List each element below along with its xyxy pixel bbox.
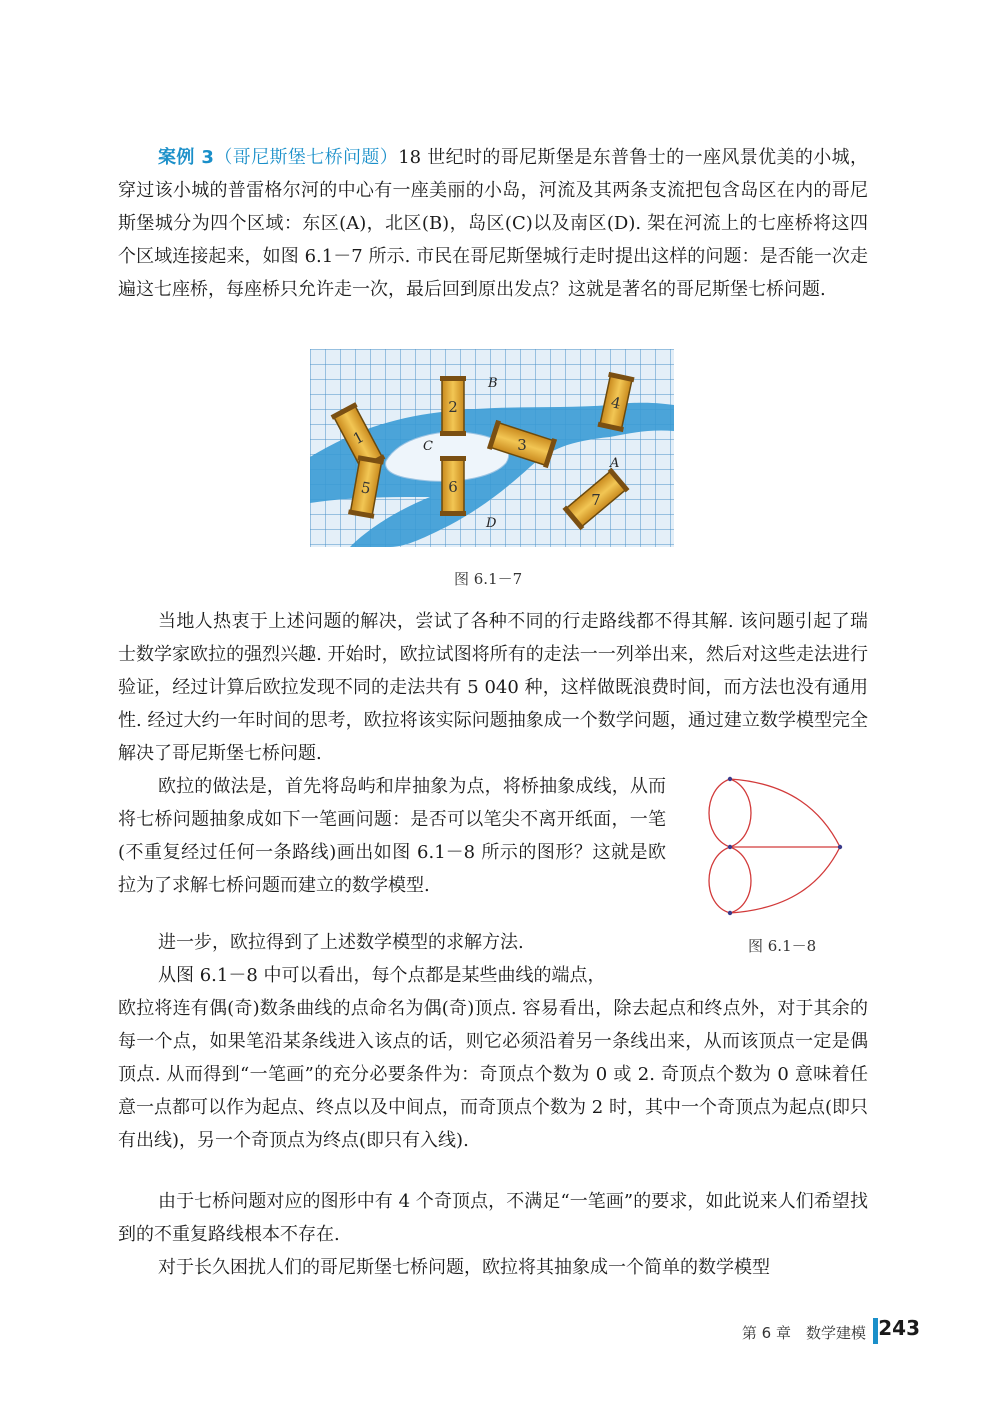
page-number: 243 <box>878 1316 920 1340</box>
bridge-4-label: 4 <box>609 393 623 413</box>
figure-6-1-7-caption: 图 6.1－7 <box>454 570 523 588</box>
region-c-label: C <box>423 439 433 454</box>
page-footer <box>700 1316 920 1348</box>
bridge-7-label: 7 <box>591 491 601 509</box>
footer-divider <box>873 1318 878 1344</box>
region-a-label: A <box>610 456 620 471</box>
case-paragraph <box>118 141 868 306</box>
edge-a1 <box>709 779 730 847</box>
vertex-right <box>838 845 842 849</box>
edge-a2 <box>730 779 751 847</box>
case-title: （哥尼斯堡七桥问题） <box>213 147 399 168</box>
paragraph-3: 进一步，欧拉得到了上述数学模型的求解方法. <box>158 932 524 953</box>
seven-bridges-figure <box>310 349 674 547</box>
figure-6-1-8-caption: 图 6.1－8 <box>748 937 817 955</box>
vertex-bottom <box>728 911 732 915</box>
chapter-title: 第 6 章 数学建模 <box>741 1324 866 1342</box>
bridge-2-label: 2 <box>448 398 458 416</box>
paragraph-6: 对于长久困扰人们的哥尼斯堡七桥问题，欧拉将其抽象成一个简单的数学模型 <box>158 1257 770 1278</box>
bridge-5-label: 5 <box>359 478 373 498</box>
edge-e <box>730 847 840 913</box>
bridge-6 <box>440 456 466 516</box>
edge-b1 <box>709 847 730 913</box>
vertex-middle <box>728 845 732 849</box>
bridge-6-label: 6 <box>448 478 458 496</box>
case-label: 案例 3 <box>158 147 214 168</box>
paragraph-2: 欧拉的做法是，首先将岛屿和岸抽象为点，将桥抽象成线，从而将七桥问题抽象成如下一笔画问题：是否可以笔尖不离开纸面，一笔(不重复经过任何一条路线)画出如图 6.1－8 所示的图形？这就是欧拉为了求解七桥问题而建立的数学模型. <box>118 776 666 896</box>
region-d-label: D <box>486 516 497 531</box>
euler-graph-figure <box>700 775 860 925</box>
region-b-label: B <box>488 376 498 391</box>
bridge-3-label: 3 <box>517 436 527 454</box>
edge-d <box>730 779 840 847</box>
vertex-top <box>728 777 732 781</box>
paragraph-5: 由于七桥问题对应的图形中有 4 个奇顶点，不满足“一笔画”的要求，如此说来人们希望找到的不重复路线根本不存在. <box>118 1191 868 1245</box>
paragraph-4-line-1: 从图 6.1－8 中可以看出，每个点都是某些曲线的端点， <box>158 965 606 986</box>
bridge-1-label: 1 <box>350 427 367 449</box>
edge-b2 <box>730 847 751 913</box>
case-text: 18 世纪时的哥尼斯堡是东普鲁士的一座风景优美的小城，穿过该小城的普雷格尔河的中心有一座美丽的小岛，河流及其两条支流把包含岛区在内的哥尼斯堡城分为四个区域：东区(A)，北区(B)，岛区(C)以及南区(D). 架在河流上的七座桥将这四个区域连接起来，如图 6.1－7 所示. 市民在哥尼斯堡城行走时提出这样的问题：是否能一次走遍这七座桥，每座桥只允许走一次，最后回到原出发点？这就是著名的哥尼斯堡七桥问题. <box>118 147 869 300</box>
paragraph-4-body: 欧拉将连有偶(奇)数条曲线的点命名为偶(奇)顶点. 容易看出，除去起点和终点外，对于其余的每一个点，如果笔沿某条线进入该点的话，则它必须沿着另一条线出来，从而该顶点一定是偶顶点. 从而得到“一笔画”的充分必要条件为：奇顶点个数为 0 或 2. 奇顶点个数为 0 意味着任意一点都可以作为起点、终点以及中间点，而奇顶点个数为 2 时，其中一个奇顶点为起点(即只有出线)，另一个奇顶点为终点(即只有入线). <box>118 998 868 1151</box>
paragraph-1: 当地人热衷于上述问题的解决，尝试了各种不同的行走路线都不得其解. 该问题引起了瑞士数学家欧拉的强烈兴趣. 开始时，欧拉试图将所有的走法一一列举出来，然后对这些走法进行验证，经过计算后欧拉发现不同的走法共有 5 040 种，这样做既浪费时间，而方法也没有通用性. 经过大约一年时间的思考，欧拉将该实际问题抽象成一个数学问题，通过建立数学模型完全解决了哥尼斯堡七桥问题. <box>118 611 868 764</box>
bridge-2 <box>440 376 466 436</box>
